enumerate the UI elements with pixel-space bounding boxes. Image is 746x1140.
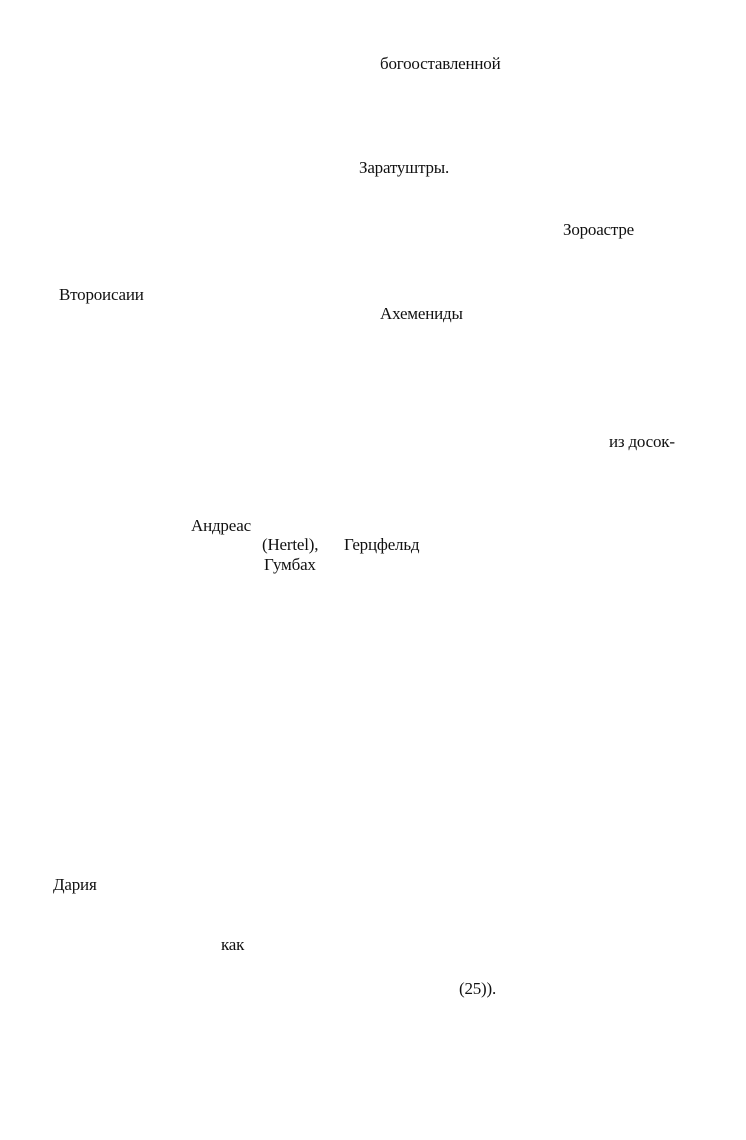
text-fragment-akhemenidy: Ахемениды <box>380 304 463 323</box>
text-fragment-kak: как <box>221 935 245 954</box>
text-fragment-reference-25: (25)). <box>459 979 497 998</box>
text-fragment-zaratushtry: Заратуштры. <box>359 158 450 177</box>
text-fragment-gertsfeld: Герцфельд <box>344 535 420 554</box>
text-fragment-dariya: Дария <box>53 875 97 894</box>
text-fragment-vtoroisaii: Второисаии <box>59 285 144 304</box>
text-fragment-iz-dosok: из досок- <box>609 432 675 451</box>
text-fragment-bogoostavlennoy: богооставленной <box>380 54 501 73</box>
text-fragment-gumbakh: Гумбах <box>264 555 316 574</box>
text-fragment-hertel: (Hertel), <box>262 535 319 554</box>
text-fragment-andreas: Андреас <box>191 516 251 535</box>
text-fragment-zoroastre: Зороастре <box>563 220 634 239</box>
